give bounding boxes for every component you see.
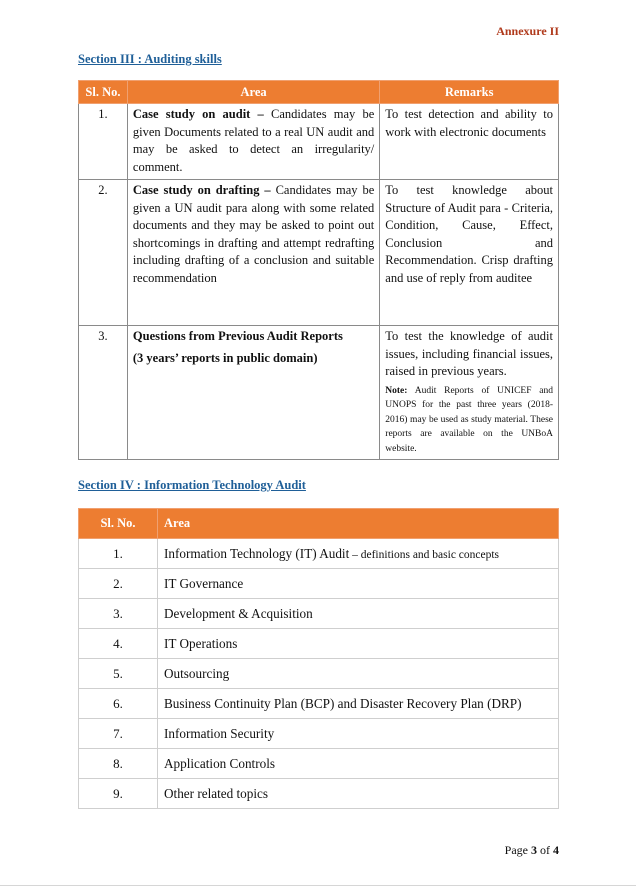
row-number: 3.: [79, 326, 128, 460]
row-area: [127, 104, 379, 180]
row-number: 7.: [79, 719, 158, 749]
table-row: [79, 719, 559, 749]
table-row: [79, 749, 559, 779]
row-area: Other related topics: [158, 779, 559, 809]
section-4-title: Section IV : Information Technology Audit: [78, 478, 306, 492]
column-header-area: Area: [158, 509, 559, 539]
table-row: [79, 326, 559, 460]
annexure-label: Annexure II: [496, 24, 559, 38]
page-current: 3: [531, 843, 537, 857]
row-area: [127, 326, 379, 460]
row-number: 3.: [79, 599, 158, 629]
section-3-title: Section III : Auditing skills: [78, 52, 222, 66]
table-row: [79, 779, 559, 809]
area-heading: Case study on audit –: [132, 107, 264, 121]
table-header-row: [79, 509, 559, 539]
table-row: [79, 569, 559, 599]
row-number: 9.: [79, 779, 158, 809]
table-row: [79, 659, 559, 689]
row-area: [158, 539, 559, 569]
remarks-note: [385, 384, 553, 457]
area-subheading: (3 years’ reports in public domain): [132, 350, 318, 365]
row-number: 1.: [79, 104, 128, 180]
page-prefix: Page: [504, 843, 531, 857]
table-row: [79, 689, 559, 719]
column-header-remarks: Remarks: [380, 81, 559, 104]
table-header-row: [79, 81, 559, 104]
table-row: [79, 599, 559, 629]
column-header-sl-no: Sl. No.: [79, 81, 128, 104]
page-total: 4: [553, 843, 559, 857]
row-number: 4.: [79, 629, 158, 659]
page-bottom-divider: [0, 885, 636, 886]
row-area: Information Security: [158, 719, 559, 749]
row-area: Development & Acquisition: [158, 599, 559, 629]
note-text: Audit Reports of UNICEF and UNOPS for the past three years (2018-2016) may be used as study material. These reports are available on the UNBoA website.: [385, 385, 553, 454]
row-number: 5.: [79, 659, 158, 689]
row-remarks: [380, 326, 559, 460]
row-remarks: To test knowledge about Structure of Audit para - Criteria, Condition, Cause, Effect, Conclusion and Recommendation. Crisp drafting and use of reply from auditee: [380, 180, 559, 326]
area-heading: Case study on drafting –: [132, 183, 271, 197]
area-heading: Questions from Previous Audit Reports: [132, 329, 343, 343]
area-main: Information Technology (IT) Audit: [164, 545, 350, 561]
column-header-area: Area: [127, 81, 379, 104]
column-header-sl-no: Sl. No.: [79, 509, 158, 539]
area-description: Candidates may be given a UN audit para along with some related documents and they may be asked to point out shortcomings in drafting and attempt redrafting including drafting of a conclusion and suitable recommendation: [132, 183, 375, 285]
table-row: [79, 629, 559, 659]
row-area: Business Continuity Plan (BCP) and Disaster Recovery Plan (DRP): [158, 689, 559, 719]
row-area: IT Governance: [158, 569, 559, 599]
area-description: Candidates may be given Documents related to a real UN audit and may be asked to detect an irregularity/ comment.: [132, 107, 375, 174]
table-row: [79, 180, 559, 326]
note-label: Note:: [385, 385, 408, 396]
remarks-text: To test the knowledge of audit issues, including financial issues, raised in previous years.: [385, 329, 553, 378]
table-row: [79, 104, 559, 180]
area-detail: – definitions and basic concepts: [349, 548, 500, 561]
row-area: IT Operations: [158, 629, 559, 659]
page-number: [505, 843, 559, 858]
row-number: 1.: [79, 539, 158, 569]
table-row: [79, 539, 559, 569]
row-remarks: To test detection and ability to work with electronic documents: [380, 104, 559, 180]
row-area: Outsourcing: [158, 659, 559, 689]
row-number: 2.: [79, 569, 158, 599]
page-mid: of: [537, 843, 553, 857]
auditing-skills-table: [78, 80, 559, 460]
row-area: [127, 180, 379, 326]
row-number: 2.: [79, 180, 128, 326]
row-number: 6.: [79, 689, 158, 719]
row-area: Application Controls: [158, 749, 559, 779]
it-audit-table: [78, 508, 559, 809]
row-number: 8.: [79, 749, 158, 779]
